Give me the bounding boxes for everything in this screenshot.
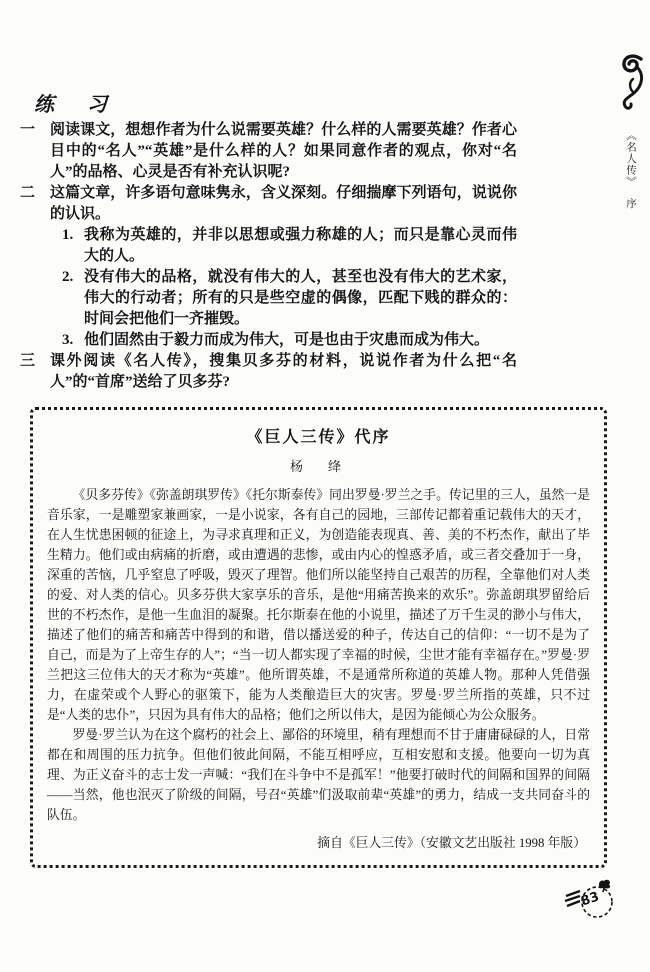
sub-item-2 bbox=[62, 267, 517, 330]
item-marker: 一 bbox=[20, 122, 36, 138]
margin-chapter-caption bbox=[620, 130, 640, 310]
caption-main: 《名人传》 bbox=[625, 130, 636, 188]
page-number-badge bbox=[560, 876, 626, 926]
item-marker: 三 bbox=[20, 353, 36, 369]
exercise-item-2 bbox=[20, 183, 517, 225]
item-text: 这篇文章，许多语句意味隽永，含义深刻。仔细揣摩下列语句，说说你的认识。 bbox=[50, 185, 517, 222]
reading-box-title: 《巨人三传》代序 bbox=[246, 429, 391, 446]
sub-item-text: 我称为英雄的，并非以思想或强力称雄的人；而只是靠心灵而伟大的人。 bbox=[84, 227, 517, 264]
exercise-heading: 练 习 bbox=[34, 94, 121, 116]
sub-item-3 bbox=[62, 330, 517, 351]
item-text: 课外阅读《名人传》，搜集贝多芬的材料，说说作者为什么把“名人”的“首席”送给了贝多芬? bbox=[50, 353, 517, 390]
sub-item-marker: 3. bbox=[62, 332, 74, 348]
item-marker: 二 bbox=[20, 185, 36, 201]
reading-box bbox=[30, 407, 607, 868]
scroll-flourish-icon bbox=[616, 52, 648, 114]
body-paragraph: 罗曼·罗兰认为在这个腐朽的社会上、鄙俗的环境里，稍有理想而不甘于庸庸碌碌的人，日常都在和周围的压力抗争。但他们彼此间隔，不能互相呼应，互相安慰和支援。他要向一切为真理、为正义奋斗的志士发一声喊：“我们在斗争中不是孤军！”他要打破时代的间隔和国界的间隔——当然，他也泯灭了阶级的间隔，号召“英雄”们汲取前辈“英雄”的勇力，结成一支共同奋斗的队伍。 bbox=[47, 728, 590, 822]
sub-item-marker: 2. bbox=[62, 269, 74, 285]
exercise-list bbox=[20, 120, 517, 393]
sub-item-marker: 1. bbox=[62, 227, 74, 243]
page-number: 83 bbox=[579, 889, 602, 910]
reading-box-author: 杨 绛 bbox=[289, 459, 347, 474]
body-paragraph: 《贝多芬传》《弥盖朗琪罗传》《托尔斯泰传》同出罗曼·罗兰之手。传记里的三人，虽然一是音乐家，一是雕塑家兼画家，一是小说家，各有自己的园地，三部传记都着重记载伟大的天才，在人生忧患困顿的征途上，为寻求真理和正义，为创造能表现真、善、美的不朽杰作，献出了毕生精力。他们或由病痛的折磨，或由遭遇的悲惨，或由内心的惶惑矛盾，或三者交叠加于一身，深重的苦恼，几乎窒息了呼吸，毁灭了理智。他们所以能坚持自己艰苦的历程，全靠他们对人类的爱、对人类的信心。贝多芬供大家享乐的音乐，是他“用痛苦换来的欢乐”。弥盖朗琪罗留给后世的不朽杰作，是他一生血泪的凝聚。托尔斯泰在他的小说里，描述了万千生灵的渺小与伟大，描述了他们的痛苦和痛苦中得到的和谐，借以播送爱的种子，传达自己的信仰：“一切不是为了自己，而是为了上帝生存的人”；“当一切人都实现了幸福的时候，尘世才能有幸福存在。”罗曼·罗兰把这三位伟大的天才称为“英雄”。他所谓英雄，不是通常所称道的英雄人物。那种人凭借强力，在虚荣或个人野心的驱策下，能为人类酿造巨大的灾害。罗曼·罗兰所指的英雄，只不过是“人类的忠仆”，只因为具有伟大的品格；他们之所以伟大，是因为能倾心为公众服务。 bbox=[47, 488, 590, 722]
exercise-sub-list bbox=[62, 225, 517, 351]
reading-box-body bbox=[47, 485, 590, 825]
exercise-item-3 bbox=[20, 351, 517, 393]
sub-item-1 bbox=[62, 225, 517, 267]
sub-item-text: 他们固然由于毅力而成为伟大，可是也由于灾患而成为伟大。 bbox=[84, 332, 490, 348]
sub-item-text: 没有伟大的品格，就没有伟大的人，甚至也没有伟大的艺术家，伟大的行动者；所有的只是些空虚的偶像，匹配下贱的群众的：时间会把他们一齐摧毁。 bbox=[84, 269, 517, 327]
exercise-item-1 bbox=[20, 120, 517, 183]
source-attribution: 摘自《巨人三传》（安徽文艺出版社 1998 年版） bbox=[317, 836, 586, 850]
caption-suffix: 序 bbox=[625, 197, 636, 209]
item-text: 阅读课文，想想作者为什么说需要英雄？什么样的人需要英雄？作者心目中的“名人”“英雄”是什么样的人？如果同意作者的观点，你对“名人”的品格、心灵是否有补充认识呢? bbox=[50, 122, 517, 180]
